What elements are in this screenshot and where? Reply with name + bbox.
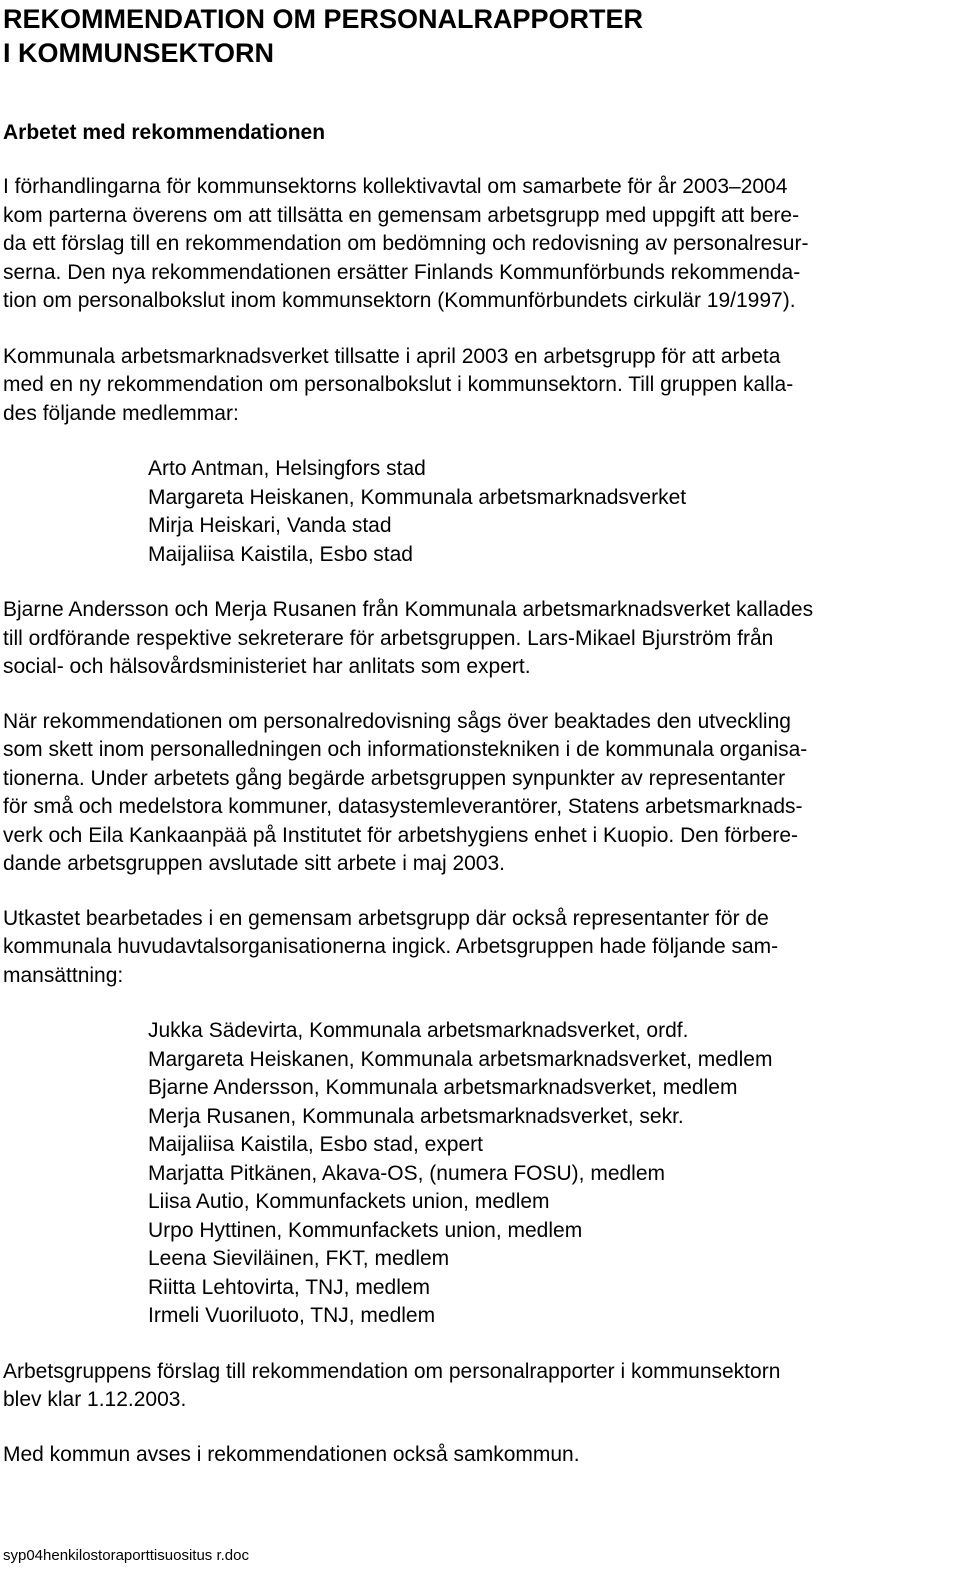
- title-line: I KOMMUNSEKTORN: [3, 38, 275, 68]
- member-list-composition: [3, 1017, 957, 1331]
- list-item: Liisa Autio, Kommunfackets union, medlem: [148, 1190, 550, 1213]
- text-line: mansättning:: [3, 963, 124, 987]
- paragraph-intro: [3, 173, 957, 316]
- paragraph-draft: [3, 905, 957, 991]
- title-line: REKOMMENDATION OM PERSONALRAPPORTER: [3, 4, 644, 34]
- list-item: Urpo Hyttinen, Kommunfackets union, medlem: [148, 1218, 583, 1242]
- text-line: Arbetsgruppens förslag till rekommendation om personalrapporter i kommunsektorn: [3, 1359, 781, 1383]
- text-line: för små och medelstora kommuner, datasystemleverantörer, Statens arbetsmarknads-: [3, 795, 803, 818]
- document-page: [3, 0, 957, 1469]
- text-line: När rekommendationen om personalredovisning sågs över beaktades den utveckling: [3, 709, 791, 733]
- list-item: Irmeli Vuoriluoto, TNJ, medlem: [148, 1304, 436, 1327]
- text-line: blev klar 1.12.2003.: [3, 1388, 187, 1411]
- list-item: Marjatta Pitkänen, Akava-OS, (numera FOSU), medlem: [148, 1161, 666, 1185]
- text-line: tion om personalbokslut inom kommunsektorn (Kommunförbundets cirkulär 19/1997).: [3, 289, 796, 312]
- document-title: [3, 0, 957, 70]
- text-line: som skett inom personalledningen och informationstekniken i de kommunala organisa-: [3, 738, 808, 761]
- paragraph-working-group: [3, 343, 957, 429]
- list-item: Maijaliisa Kaistila, Esbo stad: [148, 542, 413, 566]
- list-item: Leena Sieviläinen, FKT, medlem: [148, 1247, 450, 1270]
- text-line: Kommunala arbetsmarknadsverket tillsatte i april 2003 en arbetsgrupp för att arbeta: [3, 344, 781, 368]
- list-item: Maijaliisa Kaistila, Esbo stad, expert: [148, 1133, 483, 1156]
- paragraph-review: [3, 708, 957, 879]
- paragraph-proposal-ready: [3, 1358, 957, 1415]
- text-line: kommunala huvudavtalsorganisationerna ingick. Arbetsgruppen hade följande sam-: [3, 935, 779, 958]
- text-line: till ordförande respektive sekreterare för arbetsgruppen. Lars-Mikael Bjurström från: [3, 626, 774, 650]
- list-item: Jukka Sädevirta, Kommunala arbetsmarknadsverket, ordf.: [148, 1019, 689, 1042]
- text-line: I förhandlingarna för kommunsektorns kollektivavtal om samarbete för år 2003–2004: [3, 175, 788, 198]
- text-line: verk och Eila Kankaanpää på Institutet för arbetshygiens enhet i Kuopio. Den förbere-: [3, 823, 798, 847]
- footer-filename: syp04henkilostoraporttisuositus r.doc: [3, 1547, 249, 1564]
- text-line: kom parterna överens om att tillsätta en gemensam arbetsgrupp med uppgift att bere-: [3, 203, 800, 227]
- text-line: social- och hälsovårdsministeriet har anlitats som expert.: [3, 655, 531, 678]
- text-line: med en ny rekommendation om personalbokslut i kommunsektorn. Till gruppen kalla-: [3, 373, 794, 396]
- list-item: Margareta Heiskanen, Kommunala arbetsmarknadsverket: [148, 485, 687, 509]
- list-item: Merja Rusanen, Kommunala arbetsmarknadsverket, sekr.: [148, 1104, 684, 1128]
- paragraph-definition: [3, 1441, 957, 1470]
- list-item: Riitta Lehtovirta, TNJ, medlem: [148, 1275, 431, 1299]
- text-line: Bjarne Andersson och Merja Rusanen från Kommunala arbetsmarknadsverket kallades: [3, 598, 814, 621]
- text-line: des följande medlemmar:: [3, 401, 239, 425]
- list-item: Bjarne Andersson, Kommunala arbetsmarknadsverket, medlem: [148, 1076, 738, 1099]
- text-line: serna. Den nya rekommendationen ersätter Finlands Kommunförbunds rekommenda-: [3, 260, 801, 284]
- member-list-initial: [3, 455, 957, 569]
- list-item: Arto Antman, Helsingfors stad: [148, 457, 426, 480]
- section-heading: Arbetet med rekommendationen: [3, 121, 326, 144]
- text-line: dande arbetsgruppen avslutade sitt arbete i maj 2003.: [3, 852, 506, 875]
- list-item: Margareta Heiskanen, Kommunala arbetsmarknadsverket, medlem: [148, 1047, 773, 1071]
- text-line: tionerna. Under arbetets gång begärde arbetsgruppen synpunkter av representanter: [3, 766, 786, 790]
- text-line: Med kommun avses i rekommendationen också samkommun.: [3, 1442, 580, 1466]
- text-line: da ett förslag till en rekommendation om bedömning och redovisning av personalresur-: [3, 232, 809, 255]
- text-line: Utkastet bearbetades i en gemensam arbetsgrupp där också representanter för de: [3, 906, 769, 930]
- list-item: Mirja Heiskari, Vanda stad: [148, 514, 392, 537]
- paragraph-chair-secretary: [3, 596, 957, 682]
